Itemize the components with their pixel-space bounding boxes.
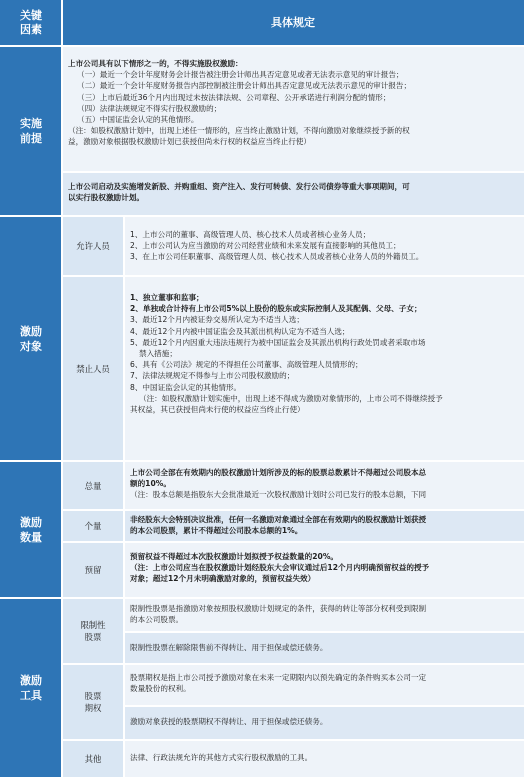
other-tools-text — [124, 740, 524, 777]
premise-line: 益，激励对象根据股权激励计划已获授但尚未行权的权益应当终止行使） — [68, 137, 311, 147]
tools-label — [0, 598, 62, 777]
premise-label — [0, 46, 62, 216]
prohibited-line: 其权益，其已获授但尚未行使的权益应当终止行使） — [130, 405, 305, 415]
premise-line: （五）中国证监会认定的其他情形。 — [77, 115, 199, 125]
quantity-label-line-1: 激励 — [20, 515, 42, 529]
tools-label-line-1: 激励 — [20, 673, 42, 687]
total-line: （注：股本总额是指股东大会批准最近一次股权激励计划时公司已发行的股本总额，下同 — [130, 490, 427, 500]
individual-line: 的本公司股票，累计不得超过公司股本总额的1%。 — [130, 526, 303, 536]
allowed-line: 2、上市公司认为应当激励的对公司经营业绩和未来发展有直接影响的其他员工； — [130, 241, 401, 251]
total-amount-label — [62, 461, 124, 510]
allowed-persons-list — [124, 216, 524, 276]
prohibited-line: 4、最近12个月内被中国证监会及其派出机构认定为不适当人选； — [130, 326, 350, 336]
restricted-stock-label-line-1: 限制性 — [80, 620, 106, 630]
grid-horizontal — [62, 171, 524, 173]
option-rule-line: 激励对象获授的股票期权不得转让、用于担保或偿还债务。 — [130, 717, 328, 726]
grid-horizontal — [0, 45, 524, 47]
option-def-line: 股票期权是指上市公司授予激励对象在未来一定期限内以预先确定的条件购买本公司一定 — [130, 673, 427, 682]
grid-horizontal — [62, 663, 524, 665]
grid-horizontal — [124, 705, 524, 707]
stock-option-rule — [124, 706, 524, 740]
grid-horizontal — [62, 739, 524, 741]
prohibited-line: 6、具有《公司法》规定的不得担任公司董事、高级管理人员情形的； — [130, 360, 363, 370]
individual-line: 非经股东大会特别决议批准，任何一名激励对象通过全部在有效期内的股权激励计划获授 — [130, 515, 427, 524]
prohibited-line: 禁入措施； — [139, 349, 177, 359]
tools-label-line-2: 工具 — [20, 688, 42, 702]
quantity-label — [0, 461, 62, 598]
header-key-factor — [0, 0, 62, 46]
grid-horizontal — [0, 597, 524, 599]
grid-horizontal — [0, 460, 524, 462]
restricted-stock-definition — [124, 598, 524, 632]
prohibited-line: 1、独立董事和监事； — [130, 293, 204, 302]
total-amount-label-text: 总量 — [84, 480, 102, 491]
quantity-label-line-2: 数量 — [20, 530, 42, 544]
stock-option-label — [62, 664, 124, 740]
grid-horizontal — [62, 275, 524, 277]
reserved-line: 对象；超过12个月未明确激励对象的，预留权益失效） — [130, 574, 316, 584]
restricted-stock-label-line-2: 股票 — [84, 632, 102, 642]
targets-label-line-1: 激励 — [20, 324, 42, 338]
allowed-line: 3、在上市公司任职董事、高级管理人员、核心技术人员或者核心业务人员的外籍员工。 — [130, 252, 424, 262]
prohibited-line: 7、法律法规规定不得参与上市公司股权激励的； — [130, 371, 295, 381]
targets-label-line-2: 对象 — [20, 339, 42, 353]
premise-line: （一）最近一个会计年度财务会计报告被注册会计师出具否定意见或者无法表示意见的审计报告； — [77, 70, 404, 80]
restricted-def-line: 的本公司股票。 — [130, 615, 184, 625]
premise-line: （三）上市后最近36个月内出现过未按法律法规、公司章程、公开承诺进行利润分配的情形； — [77, 92, 391, 102]
total-line: 上市公司全部在有效期内的股权激励计划所涉及的标的股票总数累计不得超过公司股本总 — [130, 468, 427, 477]
reserved-label-text: 预留 — [84, 565, 102, 575]
allowed-persons-label-text: 允许人员 — [76, 241, 110, 251]
grid-horizontal — [0, 215, 524, 217]
allowed-line: 1、上市公司的董事、高级管理人员、核心技术人员或者核心业务人员； — [130, 230, 371, 239]
individual-amount-text — [124, 510, 524, 542]
reserved-line: （注：上市公司应当在股权激励计划经股东大会审议通过后12个月内明确预留权益的授予 — [130, 563, 430, 573]
grid-vertical-1 — [61, 0, 63, 777]
premise-line: （注：如股权激励计划中，出现上述任一情形的，应当终止激励计划，不得向激励对象继续授予新的权 — [68, 126, 410, 136]
other-tools-label — [62, 740, 124, 777]
restricted-rule-line: 限制性股票在解除限售前不得转让、用于担保或偿还债务。 — [130, 643, 328, 652]
restricted-stock-label — [62, 598, 124, 664]
header-specific-rules — [62, 0, 524, 46]
stock-option-label-line-1: 股票 — [84, 691, 102, 701]
restricted-def-line: 限制性股票是指激励对象按照股权激励计划规定的条件，获得的转让等部分权利受到限制 — [130, 604, 427, 613]
option-def-line: 数量股份的权利。 — [130, 684, 191, 694]
header-key-factor-line-2: 因素 — [20, 23, 42, 36]
premise-timing — [62, 172, 524, 216]
prohibited-persons-list — [124, 276, 524, 461]
allowed-persons-label — [62, 216, 124, 276]
individual-amount-label-text: 个量 — [84, 521, 102, 531]
stock-option-label-line-2: 期权 — [84, 703, 102, 713]
prohibited-line: 3、最近12个月内被证券交易所认定为不适当人选； — [130, 315, 304, 325]
prohibited-line: （注：如股权激励计划实施中，出现上述不得成为激励对象情形的，上市公司不得继续授予 — [139, 393, 443, 403]
grid-horizontal — [124, 631, 524, 633]
prohibited-line: 5、最近12个月内因重大违法违规行为被中国证监会及其派出机构行政处罚或者采取市场 — [130, 337, 426, 347]
grid-horizontal — [62, 509, 524, 511]
prohibited-persons-label-text: 禁止人员 — [76, 363, 110, 374]
restricted-stock-rule — [124, 632, 524, 664]
total-amount-text — [124, 461, 524, 510]
grid-horizontal — [62, 541, 524, 543]
premise-line-text: 上市公司具有以下情形之一的，不得实施股权激励： — [68, 59, 243, 68]
reserved-label — [62, 542, 124, 598]
individual-amount-label — [62, 510, 124, 542]
prohibited-line: 2、单独或合计持有上市公司5%以上股份的股东或实际控制人及其配偶、父母、子女； — [130, 304, 422, 314]
premise-label-line-2: 前提 — [20, 132, 42, 145]
premise-conditions — [62, 46, 524, 172]
stock-option-definition — [124, 664, 524, 706]
header-key-factor-line-1: 关键 — [20, 9, 42, 22]
premise-line — [68, 58, 519, 69]
targets-label — [0, 216, 62, 461]
prohibited-persons-label — [62, 276, 124, 461]
premise-timing-line: 以实行股权激励计划。 — [68, 193, 144, 203]
premise-line: （二）最近一个会计年度财务报告内部控制被注册会计师出具否定意见或无法表示意见的审计报告； — [77, 81, 412, 91]
grid-vertical-2 — [123, 216, 125, 777]
prohibited-line: 8、中国证监会认定的其他情形。 — [130, 382, 242, 392]
premise-timing-line: 上市公司启动及实施增发新股、并购重组、资产注入、发行可转债、发行公司债券等重大事项期间，可 — [68, 182, 410, 191]
other-tools-label-text: 其他 — [84, 753, 102, 764]
premise-line: （四）法律法规规定不得实行股权激励的； — [77, 103, 222, 113]
reserved-line: 预留权益不得超过本次股权激励计划拟授予权益数量的20%。 — [130, 552, 339, 561]
reserved-text — [124, 542, 524, 598]
total-line: 额的10%。 — [130, 479, 171, 489]
header-specific-rules-text: 具体规定 — [271, 16, 315, 29]
other-tools-line: 法律、行政法规允许的其他方式实行股权激励的工具。 — [130, 753, 313, 762]
premise-label-line-1: 实施 — [20, 117, 42, 130]
